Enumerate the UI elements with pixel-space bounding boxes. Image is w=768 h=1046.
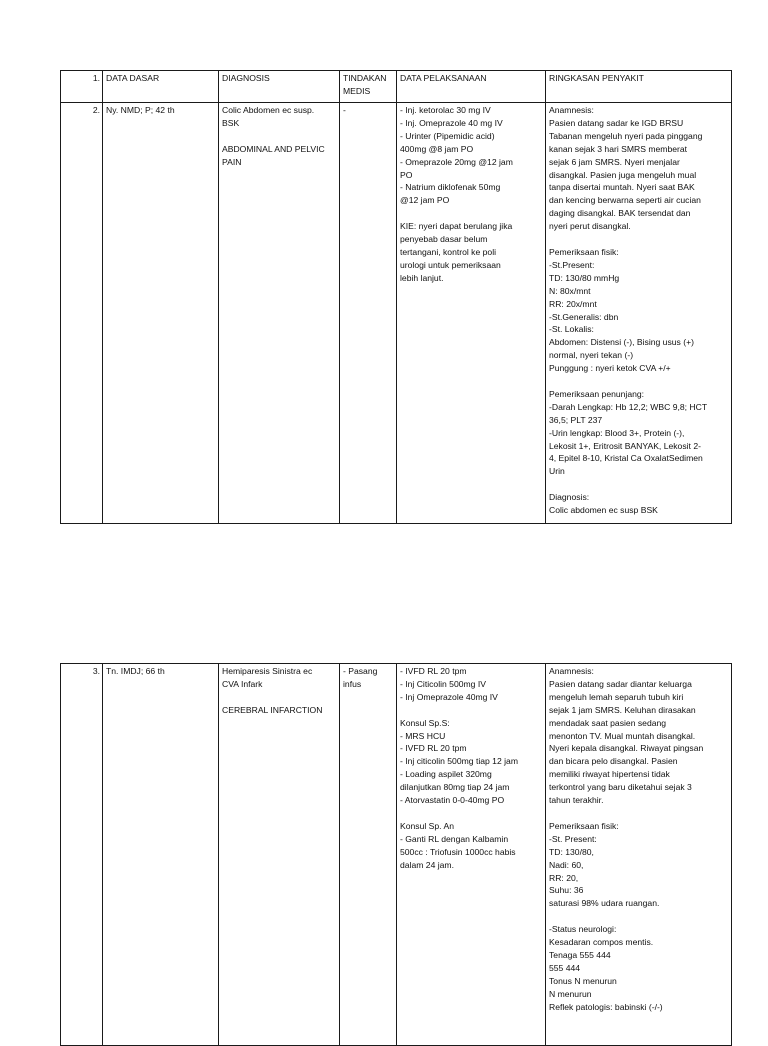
table-row — [61, 103, 732, 524]
cell-diagnosis: Colic Abdomen ec susp. BSK ABDOMINAL AND PELVIC PAIN — [219, 103, 340, 524]
row-number: 1. — [61, 71, 103, 103]
header-ringkasan-penyakit: RINGKASAN PENYAKIT — [546, 71, 732, 103]
header-data-pelaksanaan: DATA PELAKSANAAN — [397, 71, 546, 103]
row-number: 3. — [61, 664, 103, 1046]
cell-ringkasan-penyakit: Anamnesis: Pasien datang sadar ke IGD BRSU Tabanan mengeluh nyeri pada pinggang kanan sejak 3 hari SMRS memberat sejak 6 jam SMRS. Nyeri menjalar disangkal. Pasien juga mengeluh mual tanpa disertai muntah. Nyeri saat BAK dan kencing berwarna seperti air cucian daging disangkal. BAK tersendat dan nyeri perut disangkal. Pemeriksaan fisik: -St.Present: TD: 130/80 mmHg N: 80x/mnt RR: 20x/mnt -St.Generalis: dbn -St. Lokalis: Abdomen: Distensi (-), Bising usus (+) normal, nyeri tekan (-) Punggung : nyeri ketok CVA +/+ Pemeriksaan penunjang: -Darah Lengkap: Hb 12,2; WBC 9,8; HCT 36,5; PLT 237 -Urin lengkap: Blood 3+, Protein (-), Lekosit 1+, Eritrosit BANYAK, Lekosit 2- 4, Epitel 8-10, Kristal Ca OxalatSedimen Urin Diagnosis: Colic abdomen ec susp BSK — [546, 103, 732, 524]
cell-tindakan-medis: - — [340, 103, 397, 524]
row-number: 2. — [61, 103, 103, 524]
header-row — [61, 71, 732, 103]
table-row — [61, 664, 732, 1046]
cell-tindakan-medis: - Pasang infus — [340, 664, 397, 1046]
header-tindakan-medis: TINDAKAN MEDIS — [340, 71, 397, 103]
header-data-dasar: DATA DASAR — [103, 71, 219, 103]
cell-diagnosis: Hemiparesis Sinistra ec CVA Infark CEREBRAL INFARCTION — [219, 664, 340, 1046]
cell-data-pelaksanaan: - IVFD RL 20 tpm - Inj Citicolin 500mg IV - Inj Omeprazole 40mg IV Konsul Sp.S: - MRS HCU - IVFD RL 20 tpm - Inj citicolin 500mg tiap 12 jam - Loading aspilet 320mg dilanjutkan 80mg tiap 24 jam - Atorvastatin 0-0-40mg PO Konsul Sp. An - Ganti RL dengan Kalbamin 500cc : Triofusin 1000cc habis dalam 24 jam. — [397, 664, 546, 1046]
cell-data-dasar: Tn. IMDJ; 66 th — [103, 664, 219, 1046]
medical-record-table-1 — [60, 70, 732, 524]
cell-data-pelaksanaan: - Inj. ketorolac 30 mg IV - Inj. Omeprazole 40 mg IV - Urinter (Pipemidic acid) 400mg @8 jam PO - Omeprazole 20mg @12 jam PO - Natrium diklofenak 50mg @12 jam PO KIE: nyeri dapat berulang jika penyebab dasar belum tertangani, kontrol ke poli urologi untuk pemeriksaan lebih lanjut. — [397, 103, 546, 524]
cell-ringkasan-penyakit: Anamnesis: Pasien datang sadar diantar keluarga mengeluh lemah separuh tubuh kiri sejak 1 jam SMRS. Keluhan dirasakan mendadak saat pasien sedang menonton TV. Mual muntah disangkal. Nyeri kepala disangkal. Riwayat pingsan dan bicara pelo disangkal. Pasien memiliki riwayat hipertensi tidak terkontrol yang baru diketahui sejak 3 tahun terakhir. Pemeriksaan fisik: -St. Present: TD: 130/80, Nadi: 60, RR: 20, Suhu: 36 saturasi 98% udara ruangan. -Status neurologi: Kesadaran compos mentis. Tenaga 555 444 555 444 Tonus N menurun N menurun Reflek patologis: babinski (-/-) — [546, 664, 732, 1046]
medical-record-table-2 — [60, 663, 732, 1046]
cell-data-dasar: Ny. NMD; P; 42 th — [103, 103, 219, 524]
header-diagnosis: DIAGNOSIS — [219, 71, 340, 103]
